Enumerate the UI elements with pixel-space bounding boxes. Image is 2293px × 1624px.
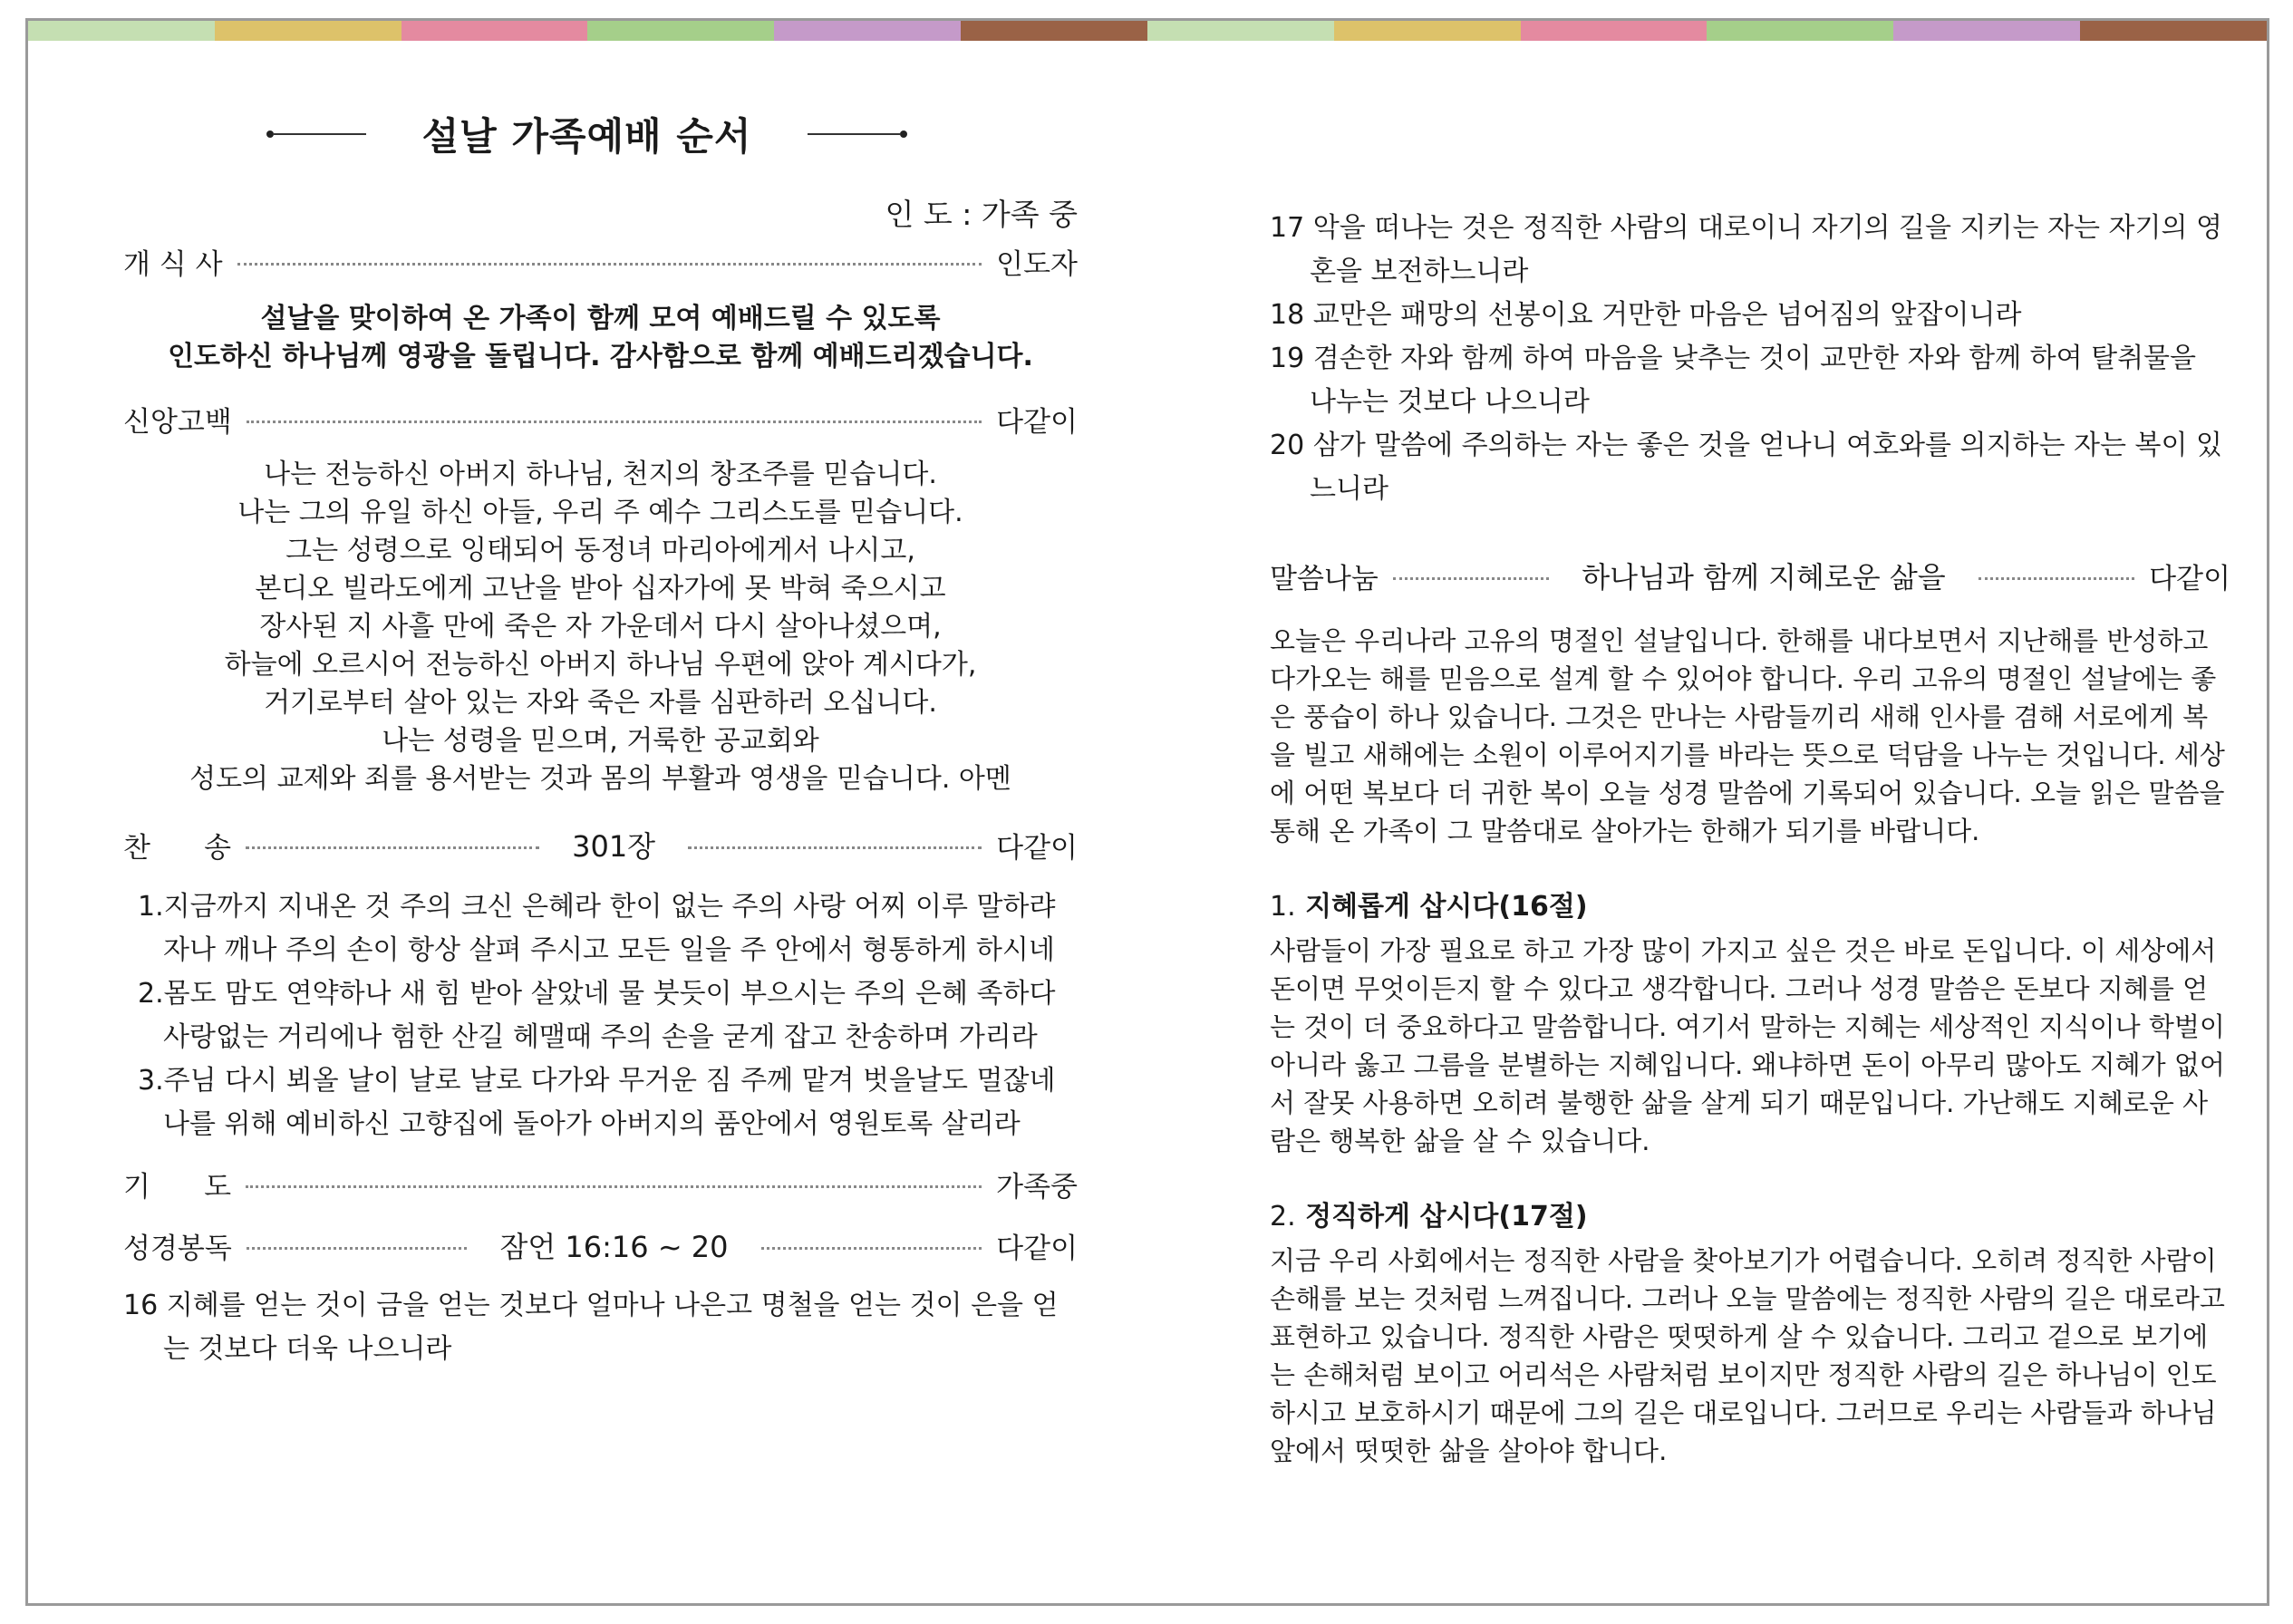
text-line: 나는 전능하신 아버지 하나님, 천지의 창조주를 믿습니다. <box>264 459 937 490</box>
opening-text <box>123 300 1078 376</box>
hymn-verse: 3.주님 다시 뵈올 날이 날로 날로 다가와 무거운 짐 주께 맡겨 벗을날도 멀잖네 나를 위해 예비하신 고향집에 돌아가 아버지의 품안에서 영원토록 살리라 <box>138 1065 1056 1140</box>
stripe-segment <box>774 21 961 41</box>
dot-leader <box>247 420 982 423</box>
stripe-segment <box>1147 21 1334 41</box>
text-line: 본디오 빌라도에게 고난을 받아 십자가에 못 박혀 죽으시고 <box>255 573 946 604</box>
point-number: 1. <box>1270 891 1296 923</box>
bulletin-page <box>25 18 2269 1606</box>
sermon-point-1-text: 사람들이 가장 필요로 하고 가장 많이 가지고 싶은 것은 바로 돈입니다. 이 세상에서 돈이면 무엇이든지 할 수 있다고 생각합니다. 그러나 성경 말씀은 돈보다 지혜를 얻는 것이 더 중요하다고 말씀합니다. 여기서 말하는 지혜는 세상적인 지식이나 학벌이 아니라 옳고 그름을 분별하는 지혜입니다. 왜냐하면 돈이 아무리 많아도 지혜가 없어서 잘못 사용하면 오히려 불행한 삶을 살게 되기 때문입니다. 가난해도 지혜로운 사람은 행복한 삶을 살 수 있습니다. <box>1270 935 2225 1156</box>
text-line: 나는 성령을 믿으며, 거룩한 공교회와 <box>382 725 819 757</box>
text-line: 하늘에 오르시어 전능하신 아버지 하나님 우편에 앉아 계시다가, <box>224 649 977 681</box>
sermon-point-2-text: 지금 우리 사회에서는 정직한 사람을 찾아보기가 어렵습니다. 오히려 정직한 사람이 손해를 보는 것처럼 느껴집니다. 그러나 오늘 말씀에는 정직한 사람의 길은 대로라고 표현하고 있습니다. 정직한 사람은 떳떳하게 살 수 있습니다. 그리고 겉으로 보기에는 손해처럼 보이고 어리석은 사람처럼 보이지만 정직한 사람의 길은 하나님이 인도하시고 보호하시기 때문에 그의 길은 대로입니다. 그러므로 우리는 사람들과 하나님 앞에서 떳떳한 삶을 살아야 합니다. <box>1270 1245 2225 1466</box>
order-item-opening <box>123 238 1078 284</box>
order-who: 다같이 <box>996 831 1078 865</box>
sermon-title: 하나님과 함께 지혜로운 삶을 <box>1582 560 1946 594</box>
hymn-verse: 1.지금까지 지내온 것 주의 크신 은혜라 한이 없는 주의 사랑 어찌 이루 말하랴 자나 깨나 주의 손이 항상 살펴 주시고 모든 일을 주 안에서 형통하게 하시네 <box>138 891 1056 966</box>
sermon-point-1-heading <box>1270 883 2230 932</box>
dot-leader <box>761 1247 982 1250</box>
stripe-segment <box>402 21 588 41</box>
order-item-creed <box>123 396 1078 441</box>
scripture-verses-right <box>1270 207 2230 511</box>
stripe-segment <box>2080 21 2267 41</box>
order-item-hymn <box>123 822 1078 867</box>
stripe-segment <box>215 21 402 41</box>
stripe-segment <box>587 21 774 41</box>
scripture-verse: 19 겸손한 자와 함께 하여 마음을 낮추는 것이 교만한 자와 함께 하여 탈취물을 나누는 것보다 나으니라 <box>1270 343 2197 418</box>
title-ornament-right <box>808 130 907 138</box>
order-item-reading <box>123 1223 1078 1268</box>
text-line: 장사된 지 사흘 만에 죽은 자 가운데서 다시 살아나셨으며, <box>259 611 942 643</box>
creed-text <box>123 456 1078 798</box>
stripe-segment <box>1707 21 1893 41</box>
dot-leader <box>246 1185 982 1188</box>
order-who: 다같이 <box>996 1232 1079 1265</box>
dot-leader <box>237 263 982 266</box>
order-who: 다같이 <box>2149 562 2231 595</box>
dot-leader <box>1979 577 2134 580</box>
text-line: 인도하신 하나님께 영광을 돌립니다. 감사함으로 함께 예배드리겠습니다. <box>168 341 1033 372</box>
order-label: 개 식 사 <box>123 247 223 281</box>
sermon-point-2-heading <box>1270 1193 2230 1242</box>
sermon-intro: 오늘은 우리나라 고유의 명절인 설날입니다. 한해를 내다보면서 지난해를 반성하고 다가오는 해를 믿음으로 설계 할 수 있어야 합니다. 우리 고유의 명절인 설날에는 좋은 풍습이 하나 있습니다. 그것은 만나는 사람들끼리 새해 인사를 겸해 서로에게 복을 빌고 새해에는 소원이 이루어지기를 바라는 뜻으로 덕담을 나누는 것입니다. 세상에 어떤 복보다 더 귀한 복이 오늘 성경 말씀에 기록되어 있습니다. 오늘 읽은 말씀을 통해 온 가족이 그 말씀대로 살아가는 한해가 되기를 바랍니다. <box>1270 625 2225 846</box>
order-label: 찬 송 <box>123 831 232 865</box>
text-line: 그는 성령으로 잉태되어 동정녀 마리아에게서 나시고, <box>285 535 915 566</box>
hymn-verse: 2.몸도 맘도 연약하나 새 힘 받아 살았네 물 붓듯이 부으시는 주의 은혜 족하다 사랑없는 거리에나 험한 산길 헤맬때 주의 손을 굳게 잡고 찬송하며 가리라 <box>138 978 1056 1053</box>
title-ornament-left <box>266 130 366 138</box>
order-who: 다같이 <box>996 405 1078 439</box>
dot-leader <box>246 846 539 849</box>
stripe-segment <box>1334 21 1521 41</box>
stripe-segment <box>1893 21 2080 41</box>
left-column <box>123 84 1078 1371</box>
hymn-lyrics <box>123 885 1078 1146</box>
hymn-number: 301장 <box>572 829 656 864</box>
point-title: 지혜롭게 삽시다(16절) <box>1305 891 1588 923</box>
right-column <box>1270 207 2230 1470</box>
stripe-segment <box>1521 21 1708 41</box>
title-row <box>96 84 1078 184</box>
dot-leader <box>247 1247 468 1250</box>
text-line: 나는 그의 유일 하신 아들, 우리 주 예수 그리스도를 믿습니다. <box>237 497 963 528</box>
order-who: 가족중 <box>996 1170 1078 1204</box>
dot-leader <box>1393 577 1549 580</box>
order-item-sermon <box>1270 553 2230 598</box>
order-label: 말씀나눔 <box>1270 562 1379 595</box>
order-label: 성경봉독 <box>123 1232 232 1265</box>
order-item-prayer <box>123 1161 1078 1206</box>
leader-info: 인 도 : 가족 중 <box>885 197 1078 232</box>
stripe-segment <box>961 21 1147 41</box>
order-who: 인도자 <box>996 247 1078 281</box>
order-label: 기 도 <box>123 1170 232 1204</box>
scripture-verses-left <box>123 1284 1078 1371</box>
page-title: 설날 가족예배 순서 <box>421 114 752 159</box>
scripture-verse: 20 삼가 말씀에 주의하는 자는 좋은 것을 얻나니 여호와를 의지하는 자는 복이 있느니라 <box>1270 430 2222 505</box>
text-line: 성도의 교제와 죄를 용서받는 것과 몸의 부활과 영생을 믿습니다. 아멘 <box>189 763 1011 795</box>
dot-leader <box>688 846 982 849</box>
text-line: 거기로부터 살아 있는 자와 죽은 자를 심판하러 오십니다. <box>264 687 937 719</box>
scripture-reference: 잠언 16:16 ~ 20 <box>499 1230 729 1264</box>
color-stripe <box>28 21 2267 41</box>
text-line: 설날을 맞이하여 온 가족이 함께 모여 예배드릴 수 있도록 <box>260 303 941 334</box>
order-label: 신앙고백 <box>123 405 232 439</box>
point-title: 정직하게 삽시다(17절) <box>1305 1201 1588 1232</box>
stripe-segment <box>28 21 215 41</box>
scripture-verse: 16 지혜를 얻는 것이 금을 얻는 것보다 얼마나 나은고 명철을 얻는 것이 은을 얻는 것보다 더욱 나으니라 <box>123 1290 1059 1365</box>
scripture-verse: 18 교만은 패망의 선봉이요 거만한 마음은 넘어짐의 앞잡이니라 <box>1270 299 2022 331</box>
point-number: 2. <box>1270 1201 1296 1232</box>
scripture-verse: 17 악을 떠나는 것은 정직한 사람의 대로이니 자기의 길을 지키는 자는 자기의 영혼을 보전하느니라 <box>1270 212 2222 287</box>
